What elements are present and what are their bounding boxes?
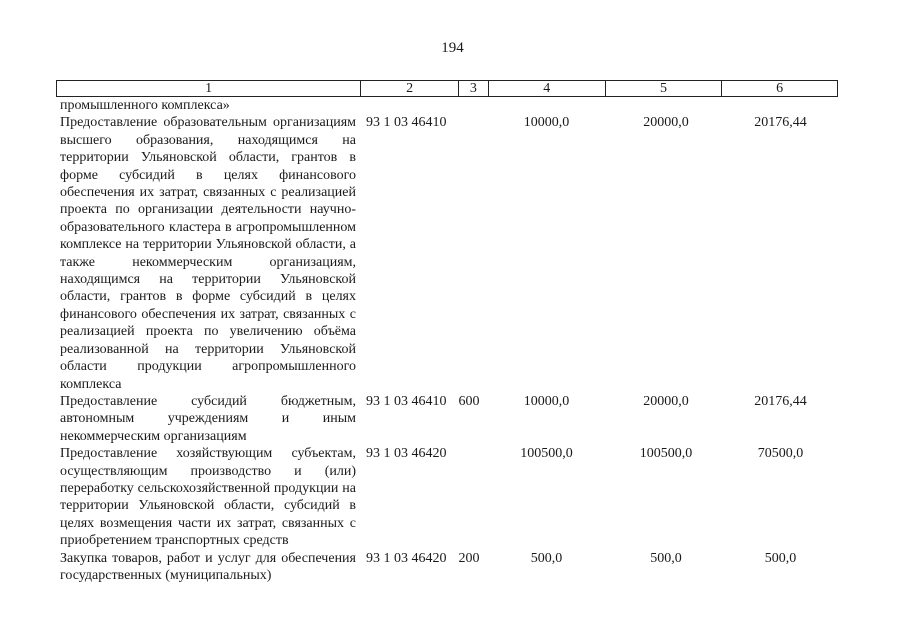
row-value-5: 100500,0 bbox=[639, 446, 693, 462]
table-row bbox=[56, 393, 838, 445]
header-col-6: 6 bbox=[776, 81, 784, 96]
row-value-5: 20000,0 bbox=[643, 393, 689, 409]
table-header-row bbox=[56, 80, 838, 97]
header-col-1: 1 bbox=[57, 81, 361, 96]
row-description: промышленного комплекса» bbox=[60, 98, 230, 113]
table-row bbox=[56, 114, 838, 393]
row-code: 93 1 03 46410 bbox=[366, 115, 447, 131]
row-value-6: 70500,0 bbox=[757, 446, 804, 462]
row-value-6: 20176,44 bbox=[754, 115, 807, 131]
row-type: 600 bbox=[458, 393, 480, 409]
table-body bbox=[56, 97, 838, 584]
table-row bbox=[56, 97, 838, 114]
row-value-4: 10000,0 bbox=[523, 115, 570, 131]
header-col-2: 2 bbox=[361, 81, 459, 96]
row-description: Закупка товаров, работ и услуг для обеспечения государственных (муниципальных) bbox=[60, 550, 356, 583]
row-value-4: 10000,0 bbox=[523, 393, 570, 409]
row-value-6: 500,0 bbox=[764, 550, 797, 566]
table-row bbox=[56, 445, 838, 549]
header-col-3: 3 bbox=[459, 81, 489, 96]
row-value-5: 20000,0 bbox=[643, 115, 689, 131]
row-description: Предоставление субсидий бюджетным, автономным учреждениям и иным некоммерческим организациям bbox=[60, 393, 356, 444]
row-value-4: 500,0 bbox=[530, 550, 563, 566]
row-description: Предоставление хозяйствующим субъектам, осуществляющим производство и (или) переработку сельскохозяйственной продукции на территории Ульяновской области, субсидий в целях возмещения части их затрат, связанных с приобретением транспортных средств bbox=[60, 446, 356, 549]
table-row bbox=[56, 550, 838, 585]
row-value-5: 500,0 bbox=[650, 550, 682, 566]
row-code: 93 1 03 46410 bbox=[366, 393, 447, 409]
row-value-4: 100500,0 bbox=[520, 446, 573, 462]
row-value-6: 20176,44 bbox=[754, 393, 807, 409]
header-col-4: 4 bbox=[489, 81, 606, 96]
row-description: Предоставление образовательным организациям высшего образования, находящимся на территории Ульяновской области, грантов в форме субсидий в целях финансового обеспечения их затрат, связанных с реализацией проекта по организации деятельности научно-образовательного кластера в агропромышленном комплексе на территории Ульяновской области, а также некоммерческим организациям, находящимся на территории Ульяновской области, грантов в форме субсидий в целях финансового обеспечения их затрат, связанных с реализацией проекта по увеличению объёма реализованной на территории Ульяновской области продукции агропромышленного комплекса bbox=[60, 115, 356, 392]
row-type: 200 bbox=[458, 550, 480, 566]
row-code: 93 1 03 46420 bbox=[366, 550, 447, 566]
header-col-5: 5 bbox=[606, 81, 723, 96]
page-number: 194 bbox=[441, 40, 464, 56]
row-code: 93 1 03 46420 bbox=[366, 446, 447, 462]
